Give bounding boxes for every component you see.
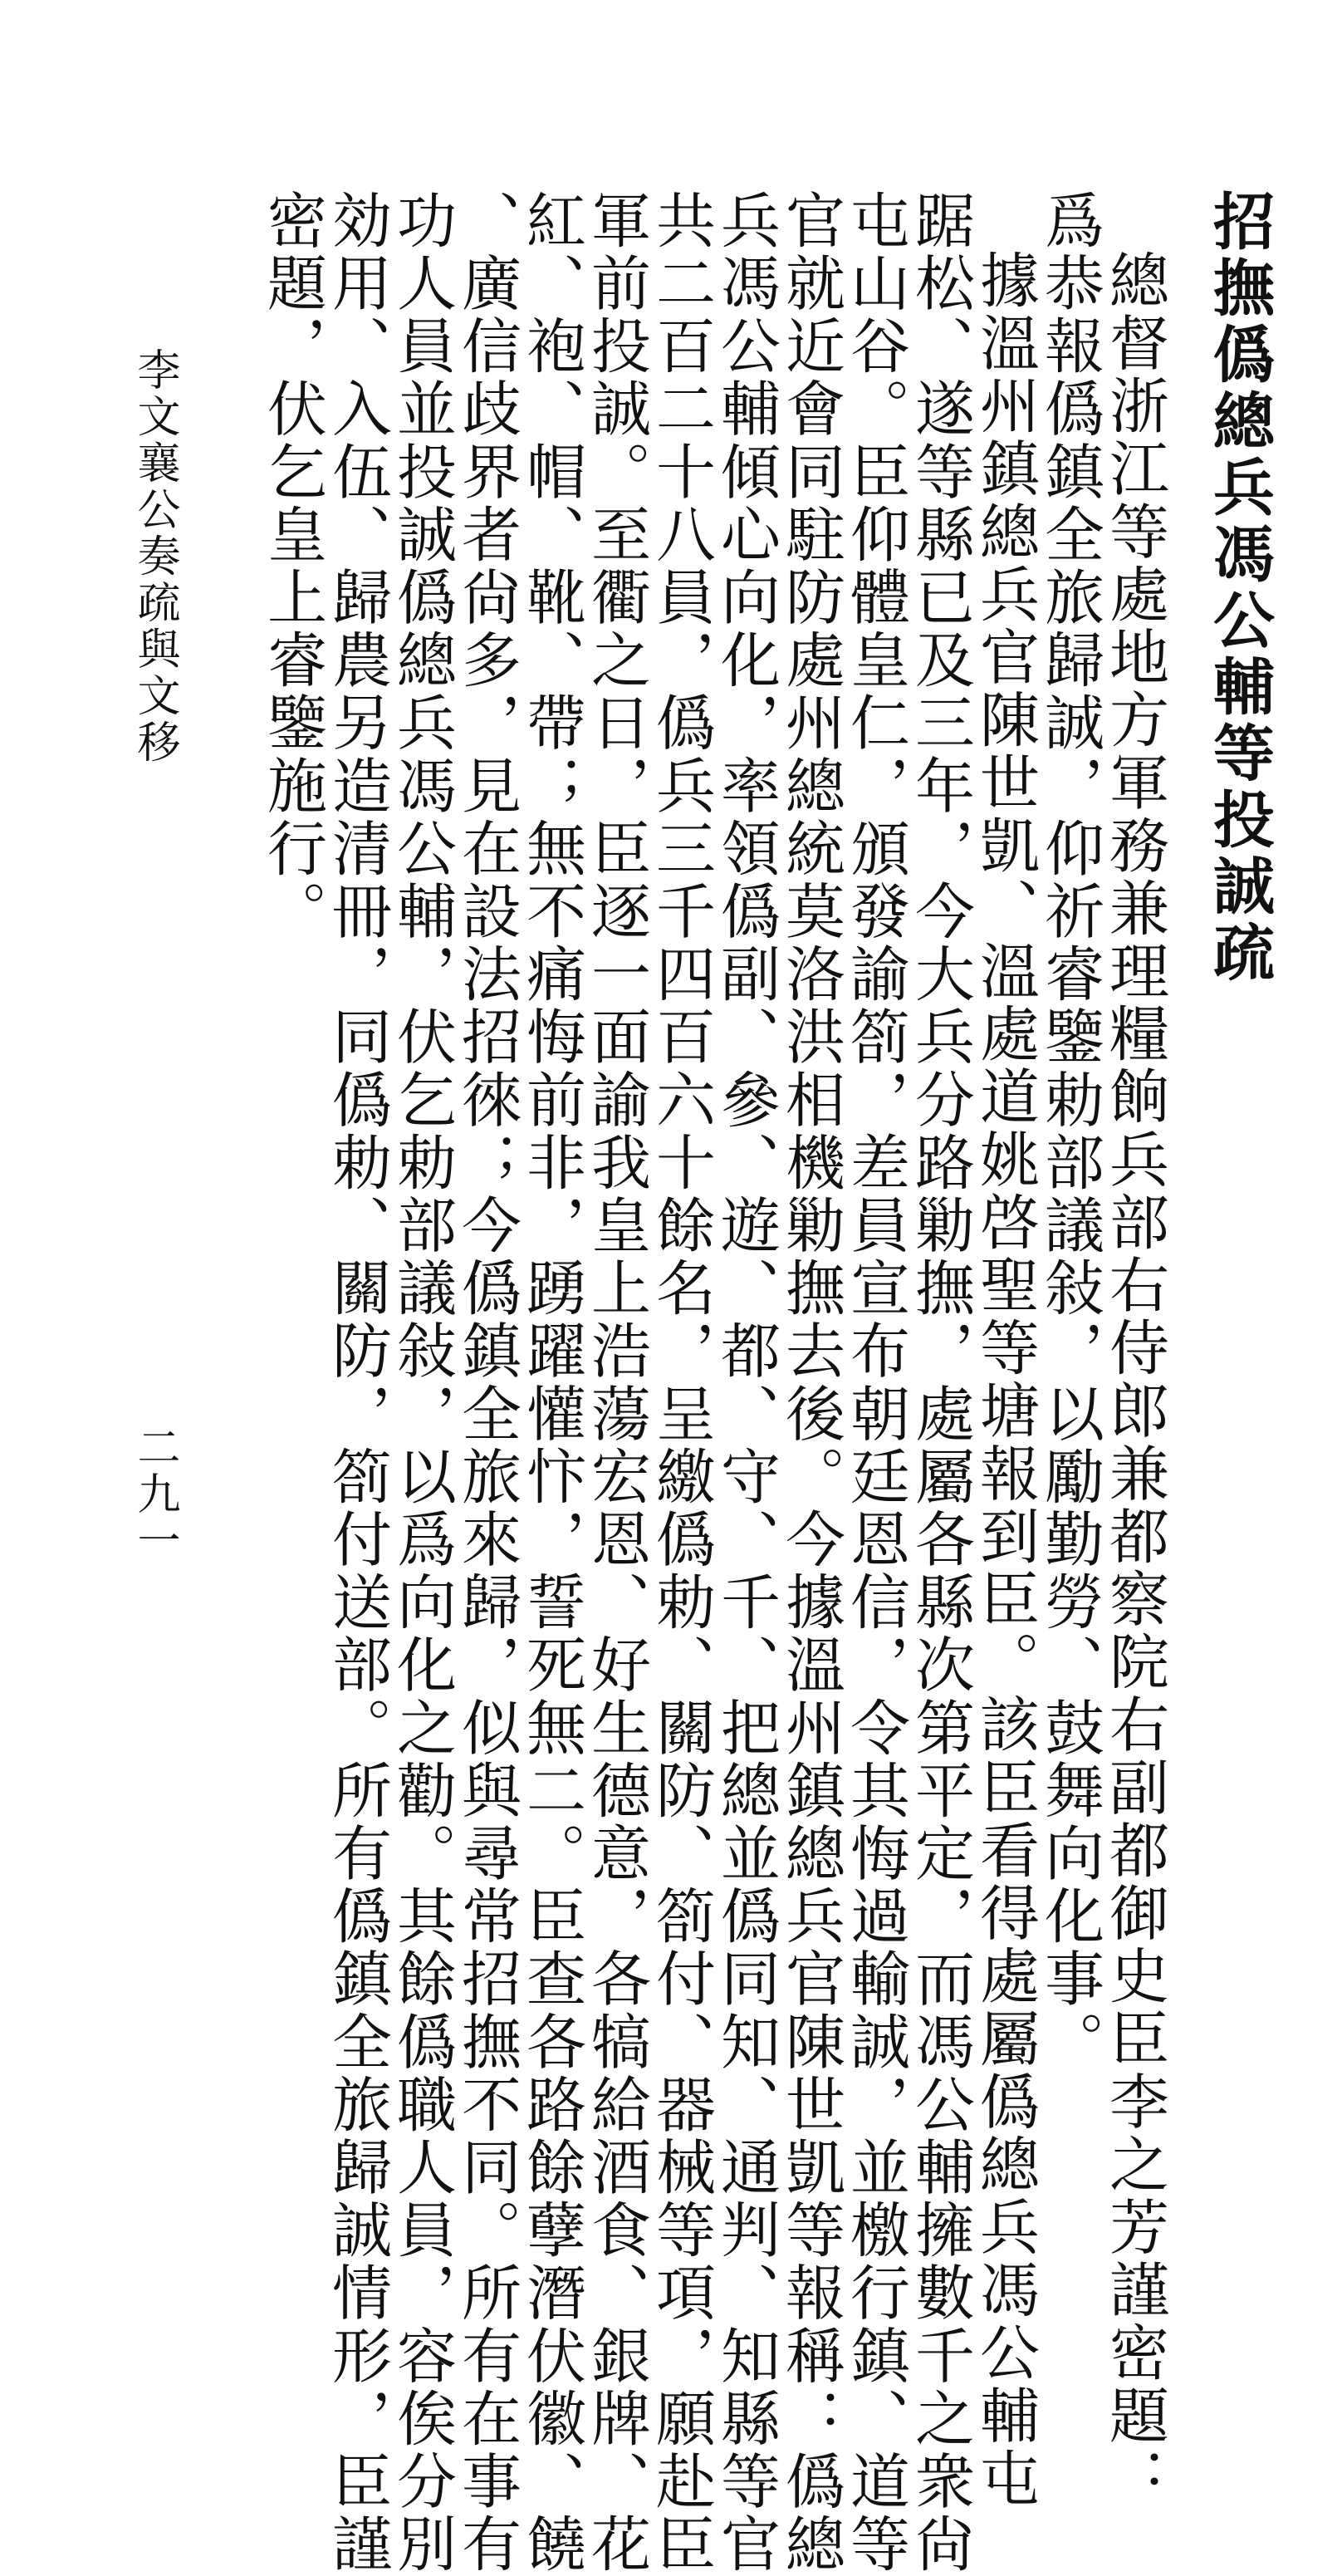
- text-line-6: 官就近會同駐防處州總統莫洛洪相機勦撫去後。今據溫州鎮總兵官陳世凱等報稱：僞總: [776, 189, 845, 2576]
- book-title: 李文襄公奏疏與文移: [130, 347, 179, 766]
- text-line-12: 功人員並投誠僞總兵馮公輔，伏乞勅部議敍，以爲向化之勸。其餘僞職人員，容俟分別: [387, 189, 457, 2576]
- text-line-5: 屯山谷。臣仰體皇仁，頒發諭箚，差員宣布朝廷恩信，令其悔過輸誠，並檄行鎮、道等: [840, 189, 910, 2576]
- text-line-7: 兵馮公輔傾心向化，率領僞副、參、遊、都、守、千、把總並僞同知、通判、知縣等官: [711, 189, 781, 2576]
- text-line-14: 密題，伏乞皇上睿鑒施行。: [257, 189, 327, 944]
- document-title: 招撫僞總兵馮公輔等投誠疏: [1203, 189, 1275, 987]
- text-line-10: 紅、袍、帽、靴、帶；無不痛悔前非，踴躍懽忭，誓死無二。臣查各路餘孽潛伏徽、饒: [517, 189, 586, 2576]
- text-line-3: 據溫州鎮總兵官陳世凱、溫處道姚啓聖等塘報到臣。該臣看得處屬僞總兵馮公輔屯: [970, 249, 1040, 2510]
- text-line-13: 効用、入伍、歸農另造清冊，同僞勅、關防，箚付送部。所有僞鎮全旅歸誠情形，臣謹: [322, 189, 392, 2576]
- text-line-1: 總督浙江等處地方軍務兼理糧餉兵部右侍郎兼都察院右副都御史臣李之芳謹密題：: [1100, 249, 1169, 2510]
- text-line-2: 爲恭報僞鎮全旅歸誠，仰祈睿鑒勅部議敍，以勵勤勞、鼓舞向化事。: [1035, 189, 1104, 2073]
- text-line-11: 、廣信歧界者尙多，見在設法招徠；今僞鎮全旅來歸，似與尋常招撫不同。所有在事有: [452, 189, 522, 2576]
- text-line-4: 踞松、遂等縣已及三年，今大兵分路勦撫，處屬各縣次第平定，而馮公輔擁數千之衆尙: [905, 189, 975, 2576]
- text-line-8: 共二百二十八員，僞兵三千四百六十餘名，呈繳僞勅、關防、箚付、器械等項，願赴臣: [646, 189, 716, 2576]
- page-number: 二九一: [130, 1425, 179, 1564]
- text-line-9: 軍前投誠。至衢之日，臣逐一面諭我皇上浩蕩宏恩、好生德意，各犒給酒食、銀牌、花: [581, 189, 651, 2576]
